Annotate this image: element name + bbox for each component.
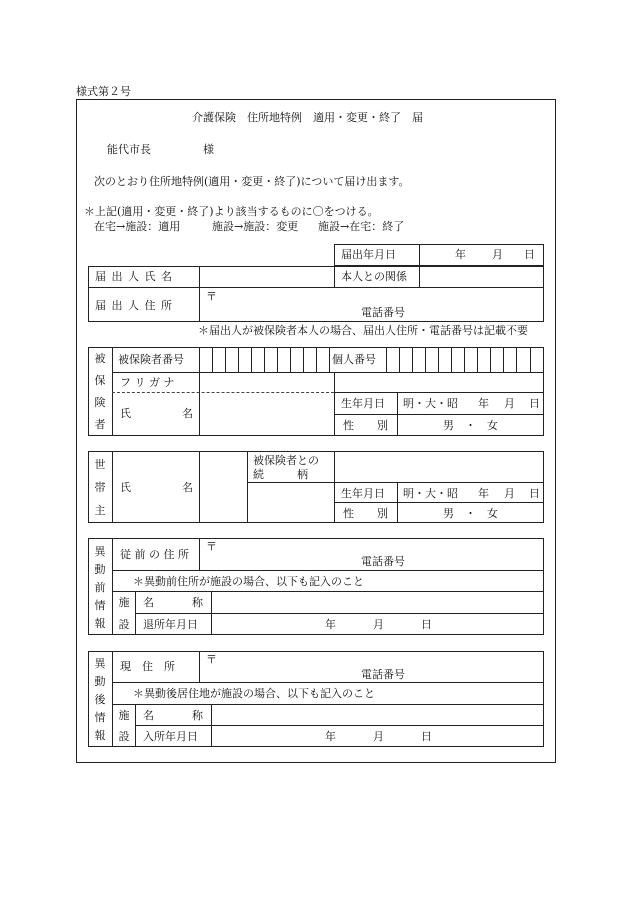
move-in-month-unit: 月 [373, 730, 384, 743]
after-facility-char: 設 [118, 730, 130, 743]
householder-sex-label-2: 別 [377, 507, 388, 520]
personal-number-digit[interactable] [530, 347, 544, 372]
personal-number-digit[interactable] [438, 347, 451, 372]
furigana-input[interactable] [200, 373, 333, 391]
before-facility-name-input[interactable] [212, 592, 543, 612]
before-side-char: 情 [94, 599, 106, 612]
insured-side-char: 保 [94, 374, 106, 387]
insured-number-label: 被保険者番号 [118, 353, 184, 366]
personal-number-digit[interactable] [477, 347, 490, 372]
after-side-char: 後 [94, 693, 106, 706]
note-circle: ＊上記(適用・変更・終了)より該当するものに〇をつける。 [84, 205, 379, 218]
notification-date-month-unit: 月 [492, 248, 503, 261]
insured-number-digit[interactable] [316, 347, 329, 372]
insured-number-digit[interactable] [277, 347, 290, 372]
before-side-char: 前 [94, 581, 106, 594]
householder-side-char: 主 [94, 504, 106, 517]
insured-side-char: 険 [94, 396, 106, 409]
addressee: 能代市長 [107, 143, 151, 156]
current-phone-label: 電話番号 [361, 668, 405, 681]
insured-side-char: 被 [94, 352, 106, 365]
after-facility-name-input[interactable] [212, 705, 543, 724]
insured-number-digit[interactable] [329, 347, 330, 372]
insured-name-label-2: 名 [182, 407, 193, 420]
move-in-date-label: 入所年月日 [143, 730, 198, 743]
householder-side-char: 帯 [94, 481, 106, 494]
personal-number-digit[interactable] [516, 347, 530, 372]
insured-number-digit[interactable] [251, 347, 264, 372]
householder-relation-label-2: 続 柄 [253, 468, 308, 481]
householder-relation-input[interactable] [248, 483, 333, 522]
move-out-date-input[interactable] [212, 614, 543, 634]
notification-date-day-unit: 日 [524, 248, 535, 261]
householder-birth-label: 生年月日 [341, 487, 385, 500]
honorific: 様 [203, 143, 214, 156]
form-number: 様式第２号 [76, 85, 131, 98]
previous-phone-label: 電話番号 [361, 555, 405, 568]
before-side-char: 異 [94, 545, 106, 558]
notifier-address-input[interactable] [200, 288, 543, 321]
furigana-label: フ リ ガ ナ [120, 376, 175, 389]
before-facility-char: 施 [118, 596, 130, 609]
after-facility-name-label-1: 名 [143, 709, 154, 722]
householder-side-char: 世 [94, 458, 106, 471]
after-facility-char: 施 [118, 709, 130, 722]
householder-relation-label-1: 被保険者との [253, 454, 319, 467]
move-in-day-unit: 日 [421, 730, 432, 743]
after-facility-note: ＊異動後居住地が施設の場合、以下も記入のこと [133, 687, 375, 700]
after-side-char: 異 [94, 657, 106, 670]
previous-address-label: 従 前 の 住 所 [120, 548, 189, 561]
postal-mark: 〒 [206, 290, 217, 303]
previous-postal-mark: 〒 [206, 540, 217, 553]
after-side-char: 動 [94, 675, 106, 688]
relation-label: 本人との関係 [341, 270, 407, 283]
householder-era-options[interactable]: 明・大・昭 [403, 487, 458, 500]
before-facility-char: 設 [118, 618, 130, 631]
move-out-day-unit: 日 [421, 618, 432, 631]
before-side-char: 動 [94, 563, 106, 576]
insured-era-options[interactable]: 明・大・昭 [403, 397, 458, 410]
note-case-change: 施設→施設：変更 [212, 220, 299, 233]
insured-number-digit[interactable] [264, 347, 277, 372]
form-title: 介護保険 住所地特例 適用・変更・終了 届 [192, 111, 423, 124]
previous-address-input[interactable] [200, 539, 543, 569]
insured-name-label-1: 氏 [120, 407, 131, 420]
move-out-date-label: 退所年月日 [143, 618, 198, 631]
insured-number-digits [199, 347, 329, 372]
current-address-label: 現 住 所 [120, 660, 175, 673]
notifier-footnote: ＊届出人が被保険者本人の場合、届出人住所・電話番号は記載不要 [198, 324, 528, 337]
current-address-input[interactable] [200, 652, 543, 681]
before-facility-name-label-1: 名 [143, 596, 154, 609]
personal-number-digit[interactable] [412, 347, 425, 372]
before-facility-note: ＊異動前住所が施設の場合、以下も記入のこと [133, 575, 364, 588]
insured-name-input[interactable] [200, 393, 333, 435]
householder-name-label-2: 名 [182, 481, 193, 494]
insured-number-digit[interactable] [303, 347, 316, 372]
householder-name-input[interactable] [200, 452, 246, 522]
after-side-char: 報 [94, 729, 106, 742]
note-case-apply: 在宅→施設：適用 [94, 220, 181, 233]
personal-number-digit[interactable] [503, 347, 516, 372]
insured-sex-label-2: 別 [377, 419, 388, 432]
insured-number-digit[interactable] [212, 347, 225, 372]
householder-name-label-1: 氏 [120, 481, 131, 494]
insured-birth-day-unit: 日 [529, 397, 540, 410]
personal-number-digit[interactable] [451, 347, 464, 372]
notification-date-label: 届出年月日 [341, 248, 396, 261]
insured-number-digit[interactable] [290, 347, 303, 372]
personal-number-digit[interactable] [425, 347, 438, 372]
after-side-char: 情 [94, 711, 106, 724]
notifier-name-label: 届 出 人 氏 名 [95, 270, 173, 283]
before-facility-name-label-2: 称 [192, 596, 203, 609]
personal-number-digit[interactable] [386, 347, 399, 372]
insured-sex-label-1: 性 [343, 419, 354, 432]
current-postal-mark: 〒 [206, 653, 217, 666]
householder-birth-day-unit: 日 [529, 487, 540, 500]
notifier-address-label: 届 出 人 住 所 [95, 299, 173, 312]
personal-number-digit[interactable] [464, 347, 477, 372]
householder-sex-label-1: 性 [343, 507, 354, 520]
phone-label: 電話番号 [361, 306, 405, 319]
note-case-end: 施設→在宅：終了 [318, 220, 405, 233]
notifier-name-input[interactable] [200, 267, 333, 286]
insured-number-digit[interactable] [225, 347, 238, 372]
move-out-year-unit: 年 [325, 618, 336, 631]
householder-birth-month-unit: 月 [504, 487, 515, 500]
notification-date-year-unit: 年 [455, 248, 466, 261]
personal-number-digit[interactable] [490, 347, 503, 372]
relation-input[interactable] [420, 267, 543, 286]
after-facility-name-label-2: 称 [192, 709, 203, 722]
intro-text: 次のとおり住所地特例(適用・変更・終了)について届け出ます。 [94, 175, 410, 188]
move-out-month-unit: 月 [373, 618, 384, 631]
personal-number-digit[interactable] [399, 347, 412, 372]
before-side-char: 報 [94, 617, 106, 630]
insured-number-digit[interactable] [238, 347, 251, 372]
move-in-year-unit: 年 [325, 730, 336, 743]
insured-sex-options[interactable]: 男 ・ 女 [443, 419, 498, 432]
householder-birth-year-unit: 年 [478, 487, 489, 500]
insured-birth-year-unit: 年 [478, 397, 489, 410]
insured-birth-label: 生年月日 [341, 397, 385, 410]
personal-number-label: 個人番号 [332, 353, 376, 366]
personal-number-digits [386, 347, 544, 372]
householder-sex-options[interactable]: 男 ・ 女 [443, 507, 498, 520]
notification-date-input[interactable] [420, 245, 543, 265]
insured-side-char: 者 [94, 418, 106, 431]
insured-birth-month-unit: 月 [504, 397, 515, 410]
move-in-date-input[interactable] [212, 726, 543, 746]
